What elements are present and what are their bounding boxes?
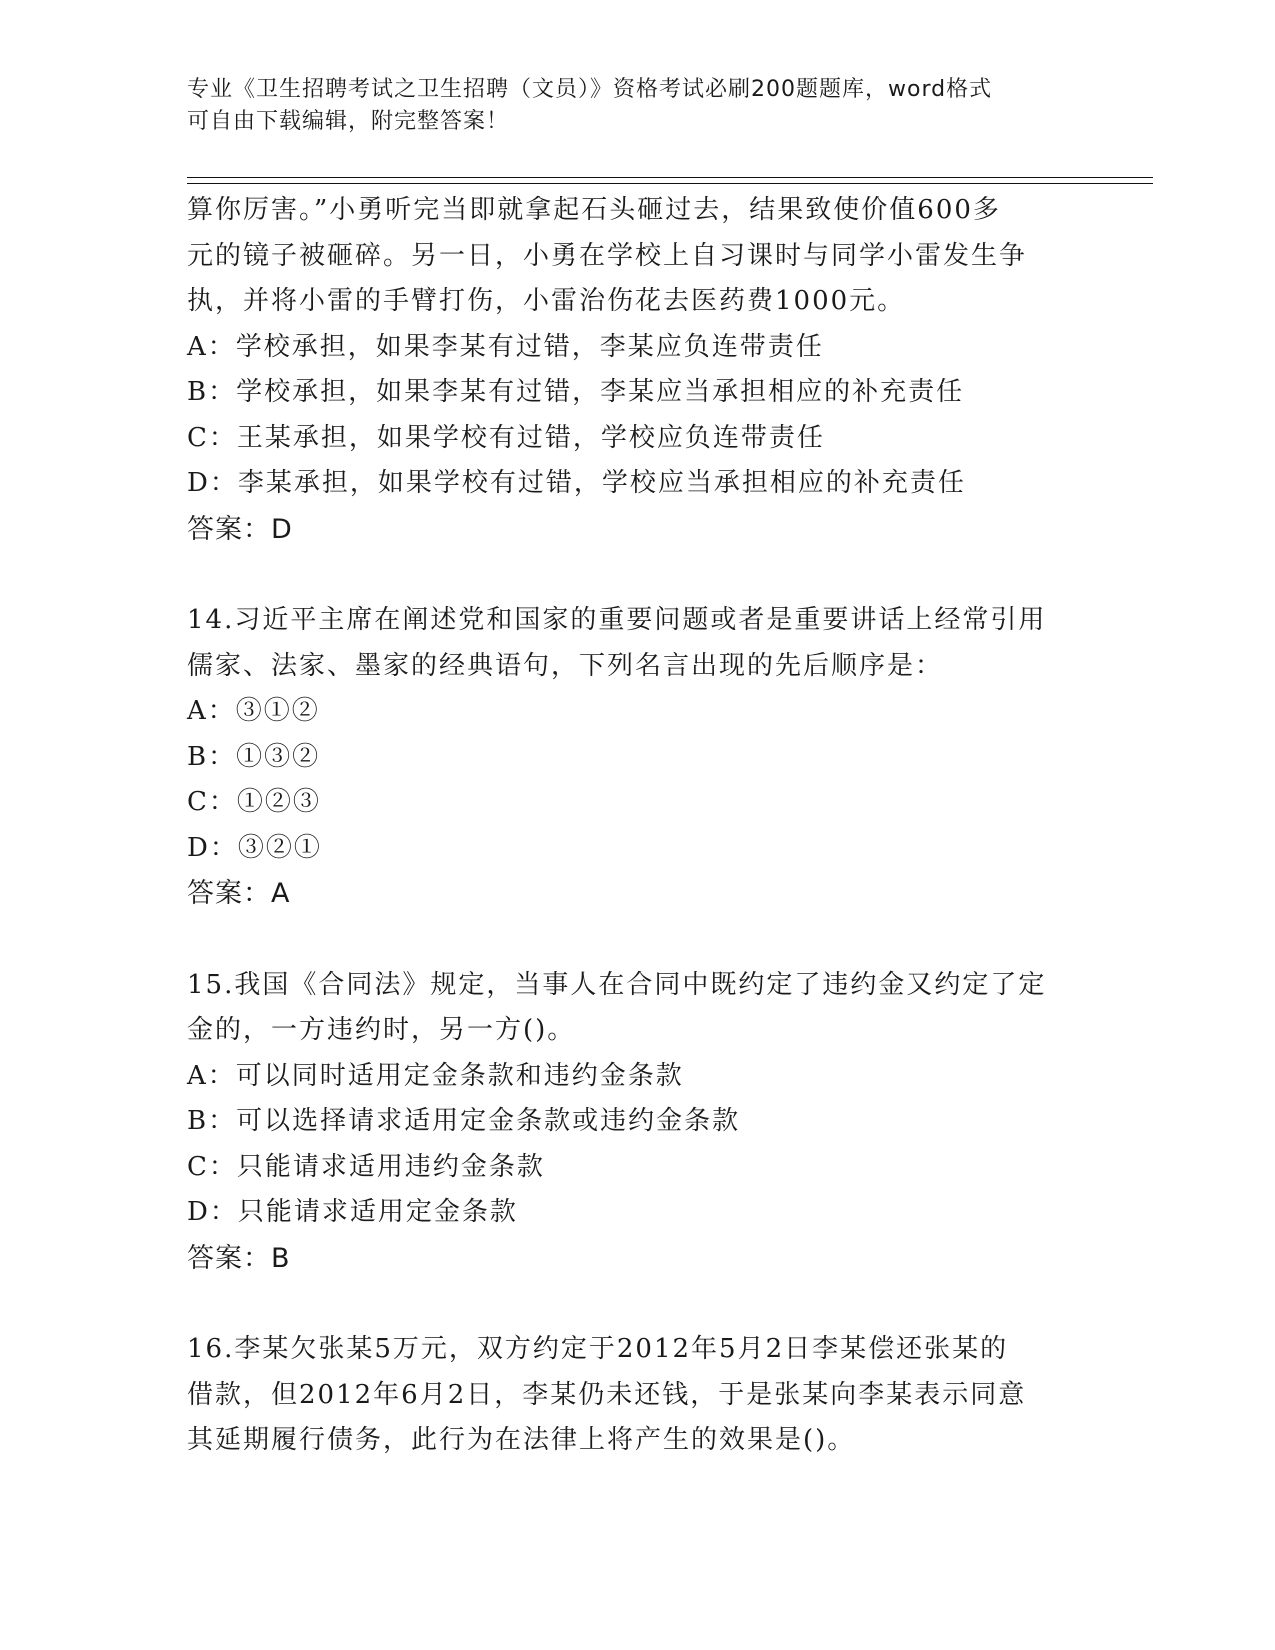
question-content <box>187 188 1087 1464</box>
question-16-text-line: 其延期履行债务，此行为在法律上将产生的效果是()。 <box>187 1425 856 1455</box>
question-spacer <box>187 917 1087 963</box>
question-15-answer: 答案：B <box>187 1242 291 1274</box>
question-spacer <box>187 552 1087 598</box>
question-15-option-a: A：可以同时适用定金条款和违约金条款 <box>187 1060 684 1091</box>
header-line-1: 专业《卫生招聘考试之卫生招聘（文员）》资格考试必刷200题题库，word格式 <box>187 77 993 102</box>
question-13-option-b: B：学校承担，如果李某有过错，李某应当承担相应的补充责任 <box>187 377 965 407</box>
header-line-2: 可自由下载编辑，附完整答案！ <box>187 109 510 134</box>
question-15-text-line: 15.我国《合同法》规定，当事人在合同中既约定了违约金又约定了定 <box>187 969 1047 1000</box>
question-14-text-line: 14.习近平主席在阐述党和国家的重要问题或者是重要讲话上经常引用 <box>187 605 1047 635</box>
header-rule-bottom <box>187 183 1153 184</box>
question-14-option-b: B：①③② <box>187 741 321 772</box>
question-spacer <box>187 1281 1087 1327</box>
question-15-option-b: B：可以选择请求适用定金条款或违约金条款 <box>187 1106 741 1136</box>
question-15-text-line: 金的，一方违约时，另一方()。 <box>187 1015 576 1045</box>
question-13-option-c: C：王某承担，如果学校有过错，学校应负连带责任 <box>187 422 825 453</box>
question-14-option-a: A：③①② <box>187 696 320 726</box>
question-15-option-c: C：只能请求适用违约金条款 <box>187 1151 545 1182</box>
question-14-answer: 答案：A <box>187 878 291 909</box>
question-13-option-d: D：李某承担，如果学校有过错，学校应当承担相应的补充责任 <box>187 468 966 498</box>
question-14-text-line: 儒家、法家、墨家的经典语句，下列名言出现的先后顺序是： <box>187 650 944 681</box>
question-13-block <box>187 188 1087 552</box>
question-13-answer: 答案：D <box>187 513 293 545</box>
question-14-option-c: C：①②③ <box>187 787 321 817</box>
document-header <box>187 74 1087 138</box>
question-13-text-line: 算你厉害。”小勇听完当即就拿起石头砸过去，结果致使价值600多 <box>187 195 1001 225</box>
question-16-text-line: 借款，但2012年6月2日，李某仍未还钱，于是张某向李某表示同意 <box>187 1379 1027 1410</box>
question-15-block <box>187 963 1087 1282</box>
question-14-option-d: D：③②① <box>187 832 322 863</box>
header-rule-top <box>187 177 1153 178</box>
question-16-text-line: 16.李某欠张某5万元，双方约定于2012年5月2日李某偿还张某的 <box>187 1334 1009 1364</box>
question-13-option-a: A：学校承担，如果李某有过错，李某应负连带责任 <box>187 331 824 362</box>
question-16-block <box>187 1327 1087 1464</box>
question-13-text-line: 元的镜子被砸碎。另一日，小勇在学校上自习课时与同学小雷发生争 <box>187 240 1028 271</box>
question-14-block <box>187 598 1087 917</box>
question-15-option-d: D：只能请求适用定金条款 <box>187 1197 518 1227</box>
question-13-text-line: 执，并将小雷的手臂打伤，小雷治伤花去医药费1000元。 <box>187 286 906 316</box>
